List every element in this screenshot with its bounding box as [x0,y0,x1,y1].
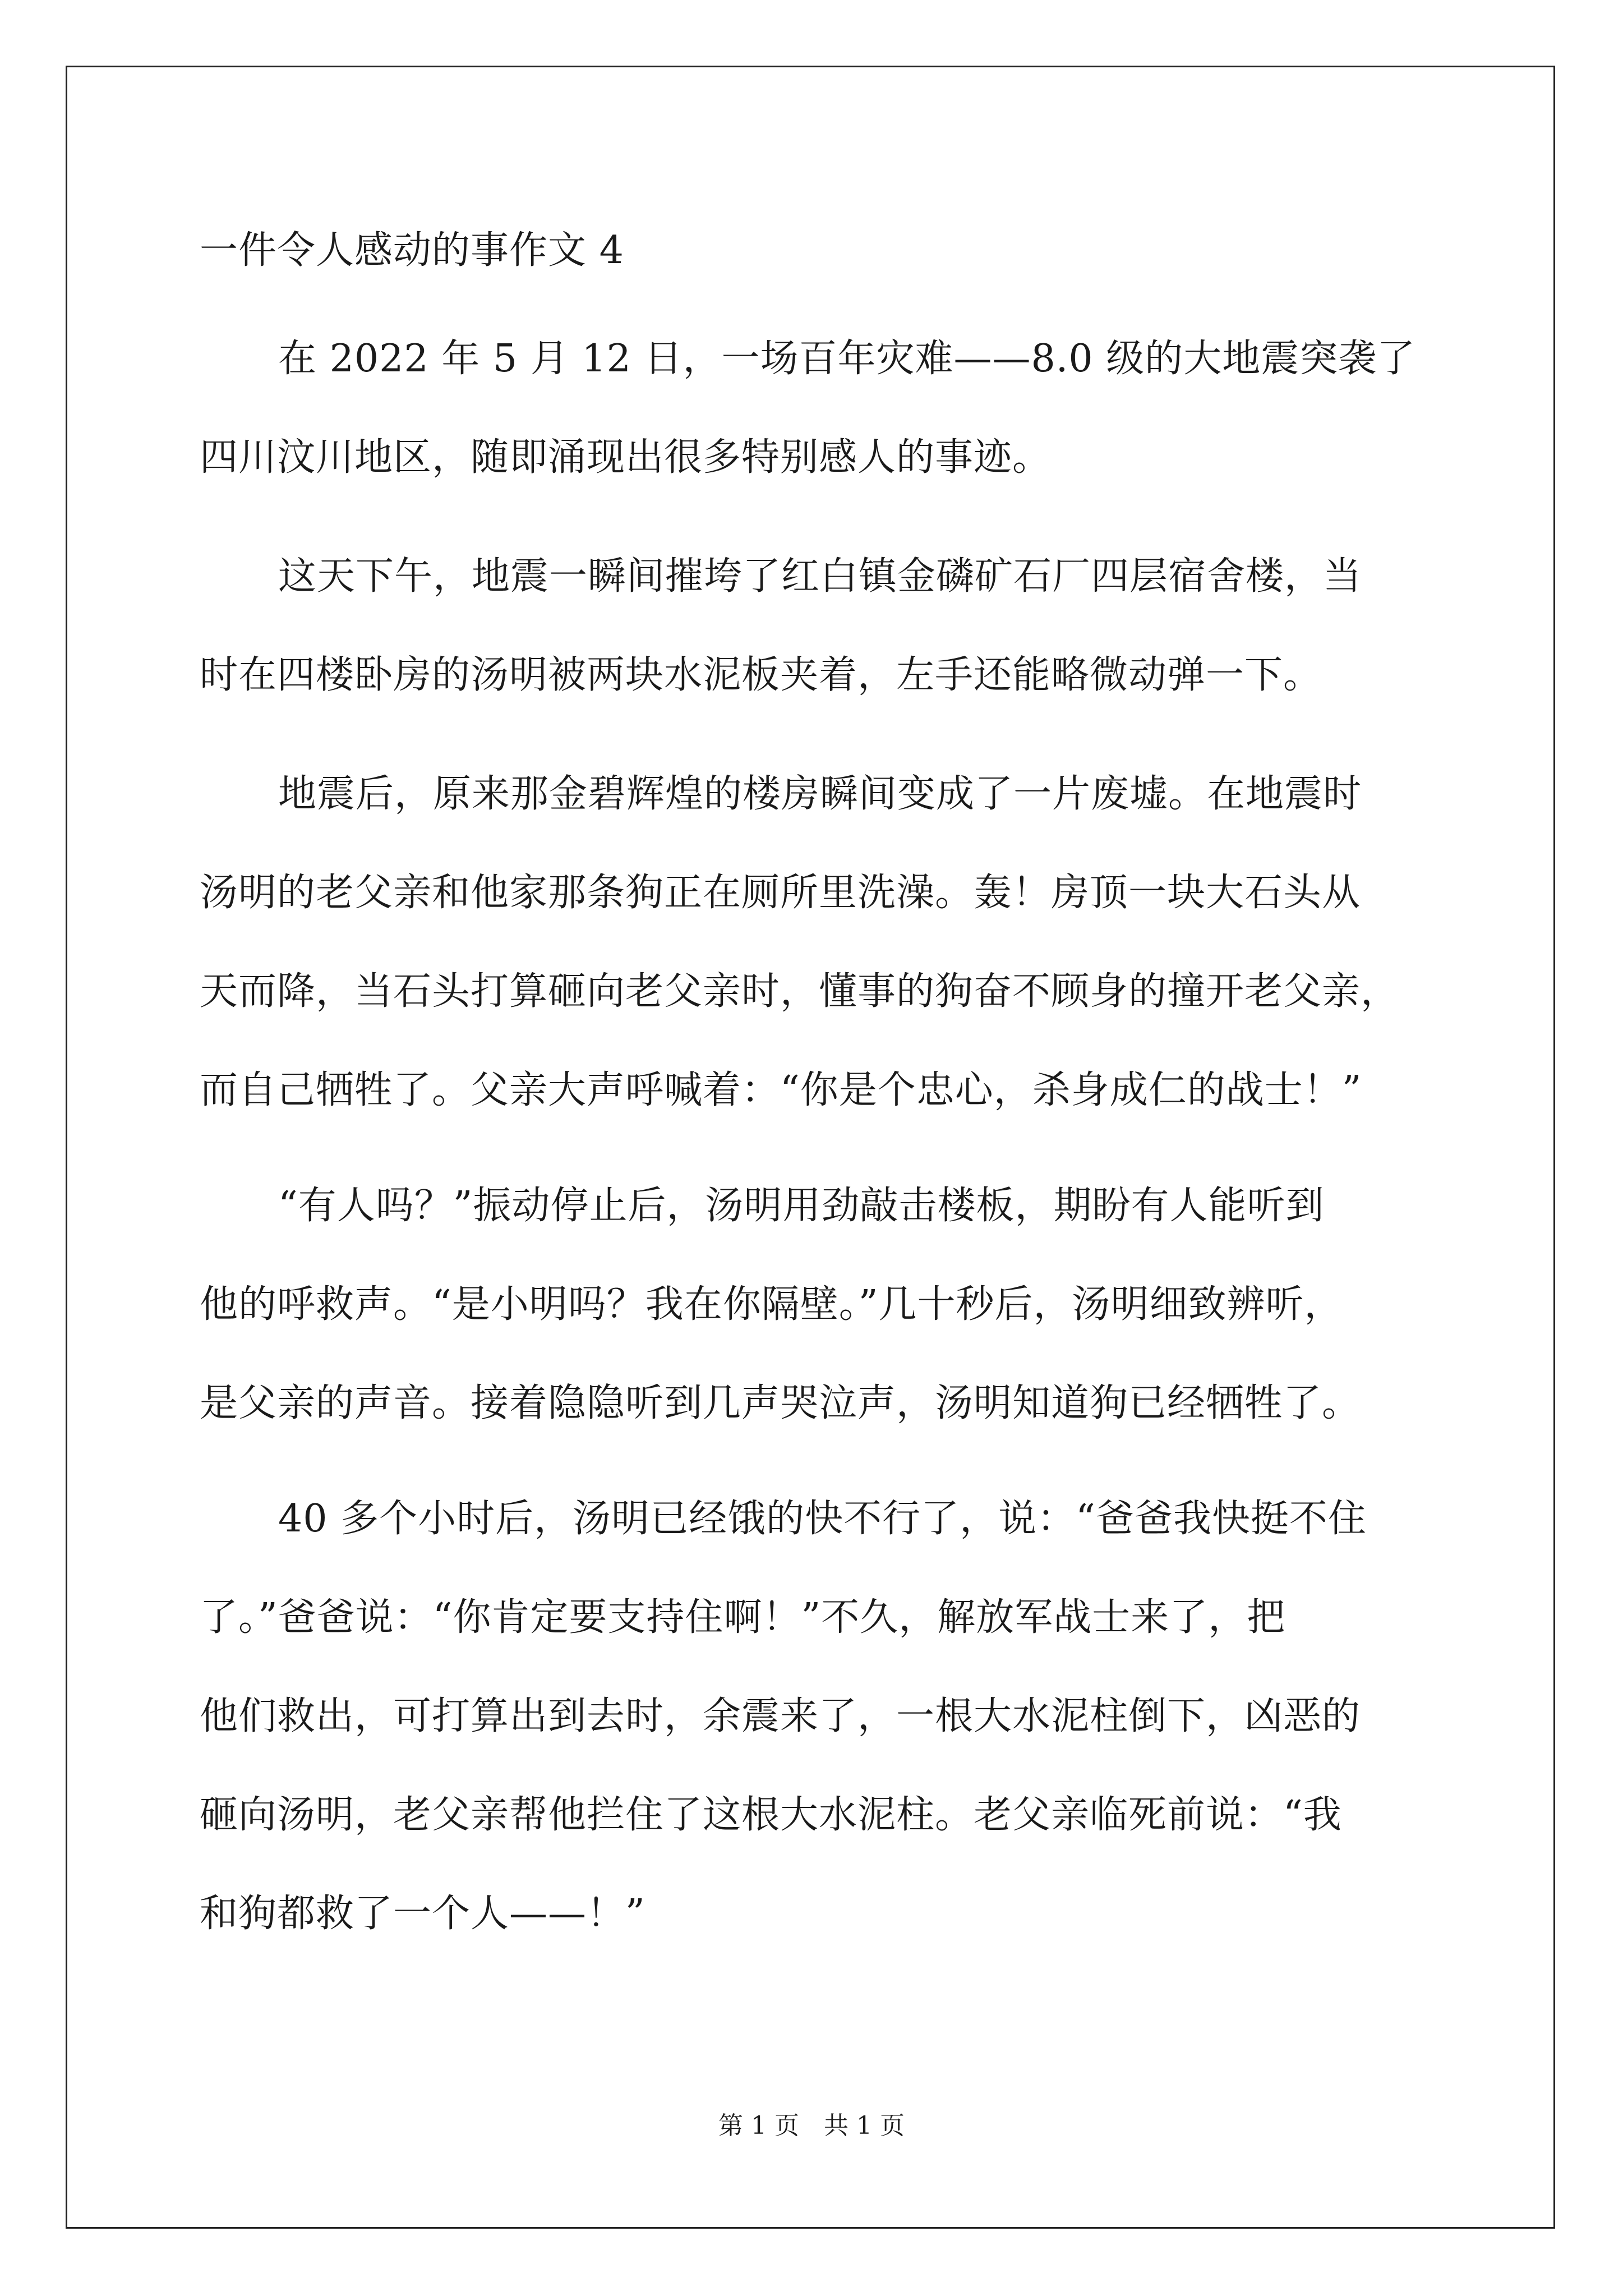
paragraph-line: 而自己牺牲了。父亲大声呼喊着：“你是个忠心，杀身成仁的战士！” [200,1068,1362,1112]
paragraph-line: “有人吗？”振动停止后，汤明用劲敲击楼板，期盼有人能听到 [278,1184,1325,1228]
paragraph-line: 砸向汤明，老父亲帮他拦住了这根大水泥柱。老父亲临死前说：“我 [200,1793,1342,1837]
paragraph-3 [200,745,1433,1140]
paragraph-1 [200,310,1433,507]
paragraph-line: 了。”爸爸说：“你肯定要支持住啊！”不久，解放军战士来了，把 [200,1595,1286,1640]
paragraph-5 [200,1470,1433,1963]
paragraph-line: 天而降，当石头打算砸向老父亲时，懂事的狗奋不顾身的撞开老父亲， [200,969,1400,1014]
paragraph-line: 地震后，原来那金碧辉煌的楼房瞬间变成了一片废墟。在地震时 [278,772,1362,816]
document-title: 一件令人感动的事作文 4 [200,228,624,273]
paragraph-line: 四川汶川地区，随即涌现出很多特别感人的事迹。 [200,435,1052,480]
paragraph-line: 时在四楼卧房的汤明被两块水泥板夹着，左手还能略微动弹一下。 [200,653,1322,697]
paragraph-line: 他的呼救声。“是小明吗？我在你隔壁。”几十秒后，汤明细致辨听， [200,1282,1343,1327]
paragraph-line: 他们救出，可打算出到去时，余震来了，一根大水泥柱倒下，凶恶的 [200,1694,1361,1738]
paragraph-line: 这天下午，地震一瞬间摧垮了红白镇金磷矿石厂四层宿舍楼，当 [278,554,1362,599]
paragraph-2 [200,527,1433,725]
paragraph-line: 40 多个小时后，汤明已经饿的快不行了，说：“爸爸我快挺不住 [278,1497,1367,1541]
paragraph-4 [200,1157,1433,1453]
page-number: 第 1 页 共 1 页 [718,2111,905,2140]
paragraph-line: 是父亲的声音。接着隐隐听到几声哭泣声，汤明知道狗已经牺牲了。 [200,1381,1361,1425]
paragraph-line: 在 2022 年 5 月 12 日，一场百年灾难——8.0 级的大地震突袭了 [278,337,1416,381]
paragraph-line: 汤明的老父亲和他家那条狗正在厕所里洗澡。轰！房顶一块大石头从 [200,871,1361,915]
paragraph-line: 和狗都救了一个人——！” [200,1892,645,1936]
